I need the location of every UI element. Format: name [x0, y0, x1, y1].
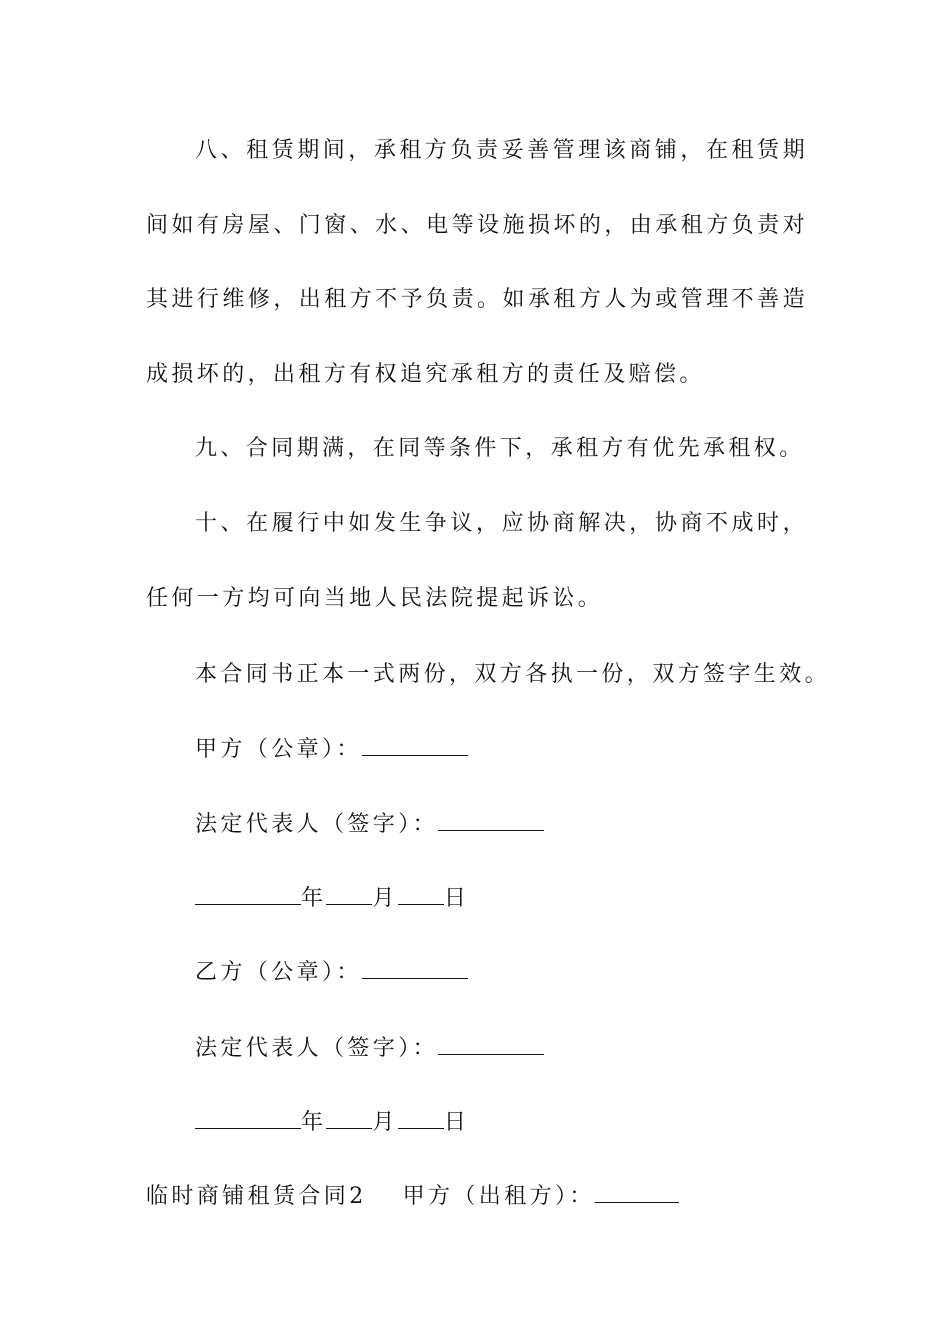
next-contract-line — [146, 1182, 679, 1212]
party-a-blank[interactable] — [362, 735, 468, 756]
party-b-seal-line — [195, 958, 468, 988]
day-label: 日 — [443, 886, 470, 911]
party-a-rep-label: 法定代表人（签字）： — [195, 812, 439, 837]
party-a-rep-line — [195, 810, 544, 840]
next-contract-title: 临时商铺租赁合同2 — [146, 1184, 367, 1209]
next-contract-lessor-label: 甲方（出租方）： — [402, 1184, 595, 1209]
clause-eight: 八、租赁期间，承租方负责妥善管理该商铺，在租赁期间如有房屋、门窗、水、电等设施损坏的，由承租方负责对其进行维修，出租方不予负责。如承租方人为或管理不善造成损坏的，出租方有权追究承租方的责任及赔偿。 — [146, 138, 808, 387]
year-label-b: 年 — [301, 1110, 327, 1135]
party-b-month-blank[interactable] — [326, 1108, 372, 1129]
month-label-b: 月 — [372, 1110, 398, 1135]
party-b-blank[interactable] — [362, 958, 468, 979]
month-label: 月 — [372, 886, 398, 911]
party-b-year-blank[interactable] — [195, 1108, 301, 1129]
party-a-date-line — [195, 884, 469, 914]
party-a-month-blank[interactable] — [326, 884, 372, 905]
party-a-label: 甲方（公章）： — [195, 737, 362, 762]
party-a-year-blank[interactable] — [195, 884, 301, 905]
party-a-seal-line — [195, 735, 468, 765]
party-b-label: 乙方（公章）： — [195, 960, 362, 985]
day-label-b: 日 — [443, 1110, 470, 1135]
party-b-rep-line — [195, 1034, 544, 1064]
year-label: 年 — [301, 886, 327, 911]
next-contract-lessor-blank[interactable] — [595, 1182, 679, 1203]
party-b-rep-blank[interactable] — [438, 1034, 544, 1055]
copies-statement: 本合同书正本一式两份，双方各执一份，双方签字生效。 — [195, 662, 831, 687]
party-a-day-blank[interactable] — [398, 884, 444, 905]
party-b-day-blank[interactable] — [398, 1108, 444, 1129]
clause-nine: 九、合同期满，在同等条件下，承租方有优先承租权。 — [195, 436, 805, 461]
clause-ten: 十、在履行中如发生争议，应协商解决，协商不成时，任何一方均可向当地人民法院提起诉讼。 — [146, 511, 808, 611]
party-b-rep-label: 法定代表人（签字）： — [195, 1036, 439, 1061]
party-b-date-line — [195, 1108, 469, 1138]
party-a-rep-blank[interactable] — [438, 810, 544, 831]
